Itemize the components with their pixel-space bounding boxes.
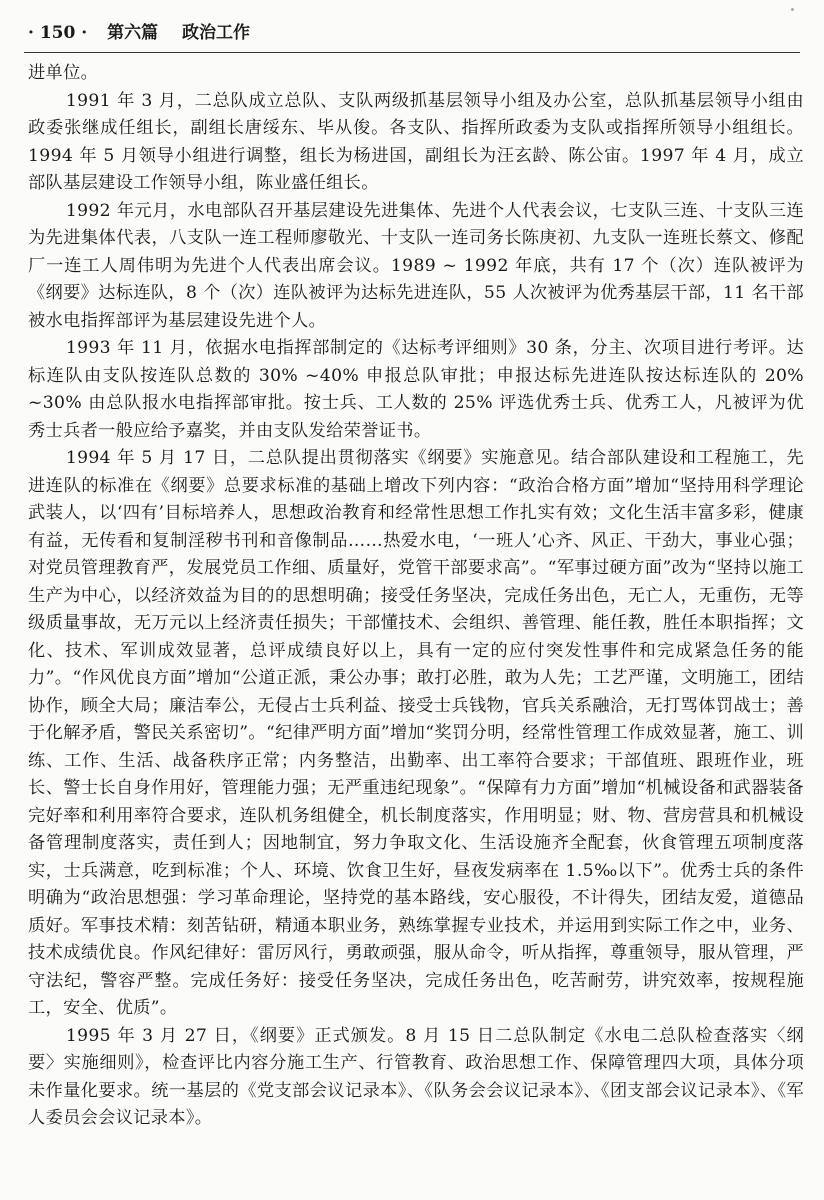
running-header <box>28 18 798 52</box>
paragraph: 1992 年元月，水电部队召开基层建设先进集体、先进个人代表会议，七支队三连、十支队三连为先进集体代表，八支队一连工程师廖敬光、十支队一连司务长陈庚初、九支队一连班长蔡文、修配厂一连工人周伟明为先进个人代表出席会议。1989 ~ 1992 年底，共有 17 个（次）连队被评为《纲要》达标连队，8 个（次）连队被评为达标先进连队，55 人次被评为优秀基层干部，11 名干部被水电指挥部评为基层建设先进个人。 <box>28 200 804 331</box>
page-number: · 150 · <box>28 23 88 43</box>
paragraph-continuation: 进单位。 <box>28 63 99 83</box>
paragraph: 1994 年 5 月 17 日，二总队提出贯彻落实《纲要》实施意见。结合部队建设和工程施工，先进连队的标准在《纲要》总要求标准的基础上增改下列内容：“政治合格方面”增加“坚持用科学理论武装人，以‘四有’目标培养人，思想政治教育和经常性思想工作扎实有效；文化生活丰富多彩，健康有益，无传看和复制淫秽书刊和音像制品……热爱水电，‘一班人’心齐、风正、干劲大，事业心强；对党员管理教育严，发展党员工作细、质量好，党管干部要求高”。“军事过硬方面”改为“坚持以施工生产为中心，以经济效益为目的的思想明确；接受任务坚决，完成任务出色，无亡人，无重伤，无等级质量事故，无万元以上经济责任损失；干部懂技术、会组织、善管理、能任教，胜任本职指挥；文化、技术、军训成效显著，总评成绩良好以上，具有一定的应付突发性事件和完成紧急任务的能力”。“作风优良方面”增加“公道正派，秉公办事；敢打必胜，敢为人先；工艺严谨，文明施工，团结协作，顾全大局；廉洁奉公，无侵占士兵利益、接受士兵钱物，官兵关系融洽，无打骂体罚战士；善于化解矛盾，警民关系密切”。“纪律严明方面”增加“奖罚分明，经常性管理工作成效显著，施工、训练、工作、生活、战备秩序正常；内务整洁，出勤率、出工率符合要求；干部值班、跟班作业，班长、警士长自身作用好，管理能力强；无严重违纪现象”。“保障有力方面”增加“机械设备和武器装备完好率和利用率符合要求，连队机务组健全，机长制度落实，作用明显；财、物、营房营具和机械设备管理制度落实，责任到人；因地制宜，努力争取文化、生活设施齐全配套，伙食管理五项制度落实，士兵满意，吃到标准；个人、环境、饮食卫生好，昼夜发病率在 1.5‰以下”。优秀士兵的条件明确为“政治思想强：学习革命理论，坚持党的基本路线，安心服役，不计得失，团结友爱，道德品质好。军事技术精：刻苦钻研，精通本职业务，熟练掌握专业技术，并运用到实际工作之中，业务、技术成绩优良。作风纪律好：雷厉风行，勇敢顽强，服从命令，听从指挥，尊重领导，服从管理，严守法纪，警容严整。完成任务好：接受任务坚决，完成任务出色，吃苦耐劳，讲究效率，按规程施工，安全、优质”。 <box>28 448 804 1018</box>
header-rule <box>24 52 800 53</box>
part-label: 第六篇 <box>107 23 159 43</box>
scan-speck <box>791 8 794 11</box>
paragraph: 1991 年 3 月，二总队成立总队、支队两级抓基层领导小组及办公室，总队抓基层领导小组由政委张继成任组长，副组长唐绥东、毕从俊。各支队、指挥所政委为支队或指挥所领导小组组长。1994 年 5 月领导小组进行调整，组长为杨进国，副组长为汪玄龄、陈公宙。1997 年 4 月，成立部队基层建设工作领导小组，陈业盛任组长。 <box>28 90 804 193</box>
paragraph: 1995 年 3 月 27 日，《纲要》正式颁发。8 月 15 日二总队制定《水电二总队检查落实〈纲要〉实施细则》，检查评比内容分施工生产、行管教育、政治思想工作、保障管理四大项，具体分项未作量化要求。统一基层的《党支部会议记录本》、《队务会会议记录本》、《团支部会议记录本》、《军人委员会会议记录本》。 <box>28 1025 804 1128</box>
chapter-title: 政治工作 <box>182 23 251 43</box>
paragraph: 1993 年 11 月，依据水电指挥部制定的《达标考评细则》30 条，分主、次项目进行考评。达标连队由支队按连队总数的 30% ~40% 申报总队审批；申报达标先进连队按达标连队的 20% ~30% 由总队报水电指挥部审批。按士兵、工人数的 25% 评选优秀士兵、优秀工人，凡被评为优秀士兵者一般应给予嘉奖，并由支队发给荣誉证书。 <box>28 338 804 441</box>
body-text <box>28 60 804 1133</box>
